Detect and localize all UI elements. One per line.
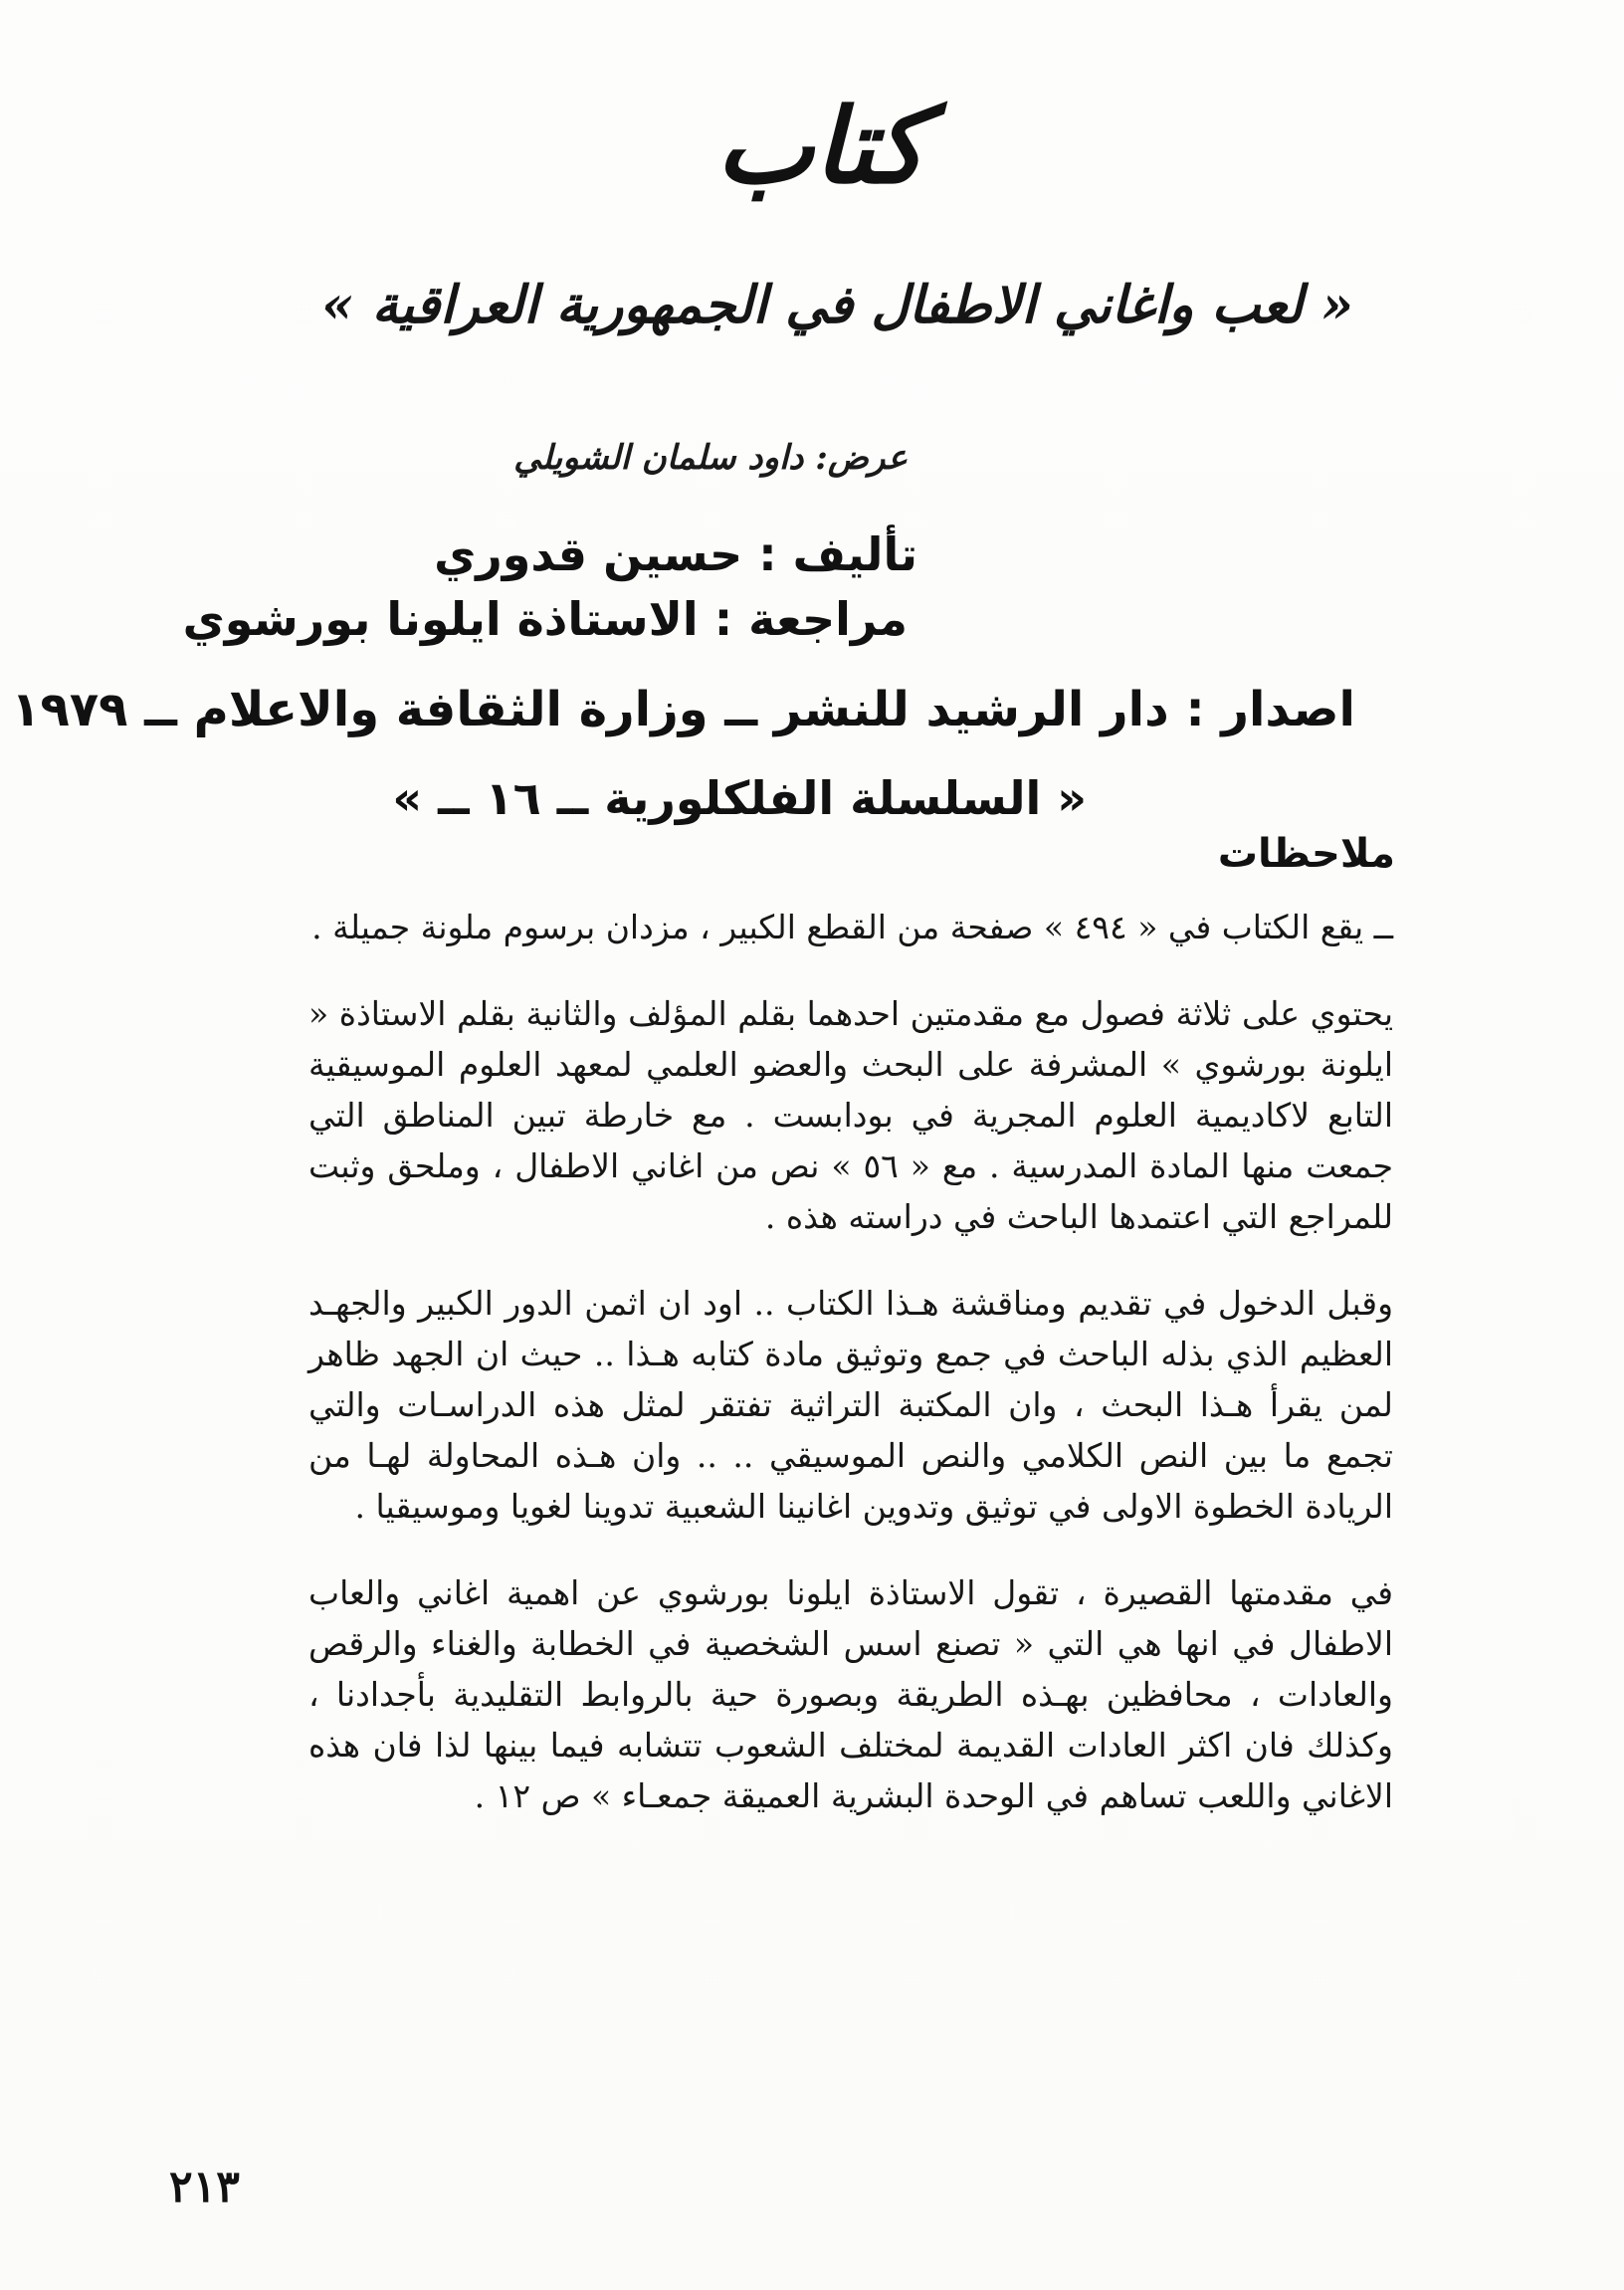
notes-heading: ملاحظات (1217, 831, 1395, 877)
paragraph: وقبل الدخول في تقديم ومناقشة هـذا الكتاب .. اود ان اثمن الدور الكبير والجهـد العظيم الذي بذله الباحث في جمع وتوثيق مادة كتابه هـذا .. حيث ان الجهد ظاهر لمن يقرأ هـذا البحث ، وان المكتبة التراثية تفتقر لمثل هذه الدراسـات والتي تجمع ما بين النص الكلامي والنص الموسيقي .. .. وان هـذه المحاولة لهـا من الريادة الخطوة الاولى في توثيق وتدوين اغانينا الشعبية تدوينا لغويا وموسيقيا . (308, 1284, 1393, 1526)
editor-line: مراجعة : الاستاذة ايلونا بورشوي (182, 592, 908, 646)
page-number: ٢١٣ (169, 2162, 240, 2212)
paragraph: ــ يقع الكتاب في « ٤٩٤ » صفحة من القطع الكبير ، مزدان برسوم ملونة جميلة . (311, 908, 1393, 946)
article-body (308, 902, 1393, 1857)
publisher-line: اصدار : دار الرشيد للنشر ــ وزارة الثقافة والاعلام ــ ١٩٧٩ (11, 682, 1355, 737)
section-heading: كتاب (715, 85, 926, 207)
paragraph: يحتوي على ثلاثة فصول مع مقدمتين احدهما بقلم المؤلف والثانية بقلم الاستاذة « ايلونة بورشوي » المشرفة على البحث والعضو العلمي لمعهد العلوم الموسيقية التابع لاكاديمية العلوم المجرية في بودابست . مع خارطة تبين المناطق التي جمعت منها المادة المدرسية . مع « ٥٦ » نص من اغاني الاطفال ، وملحق وثبت للمراجع التي اعتمدها الباحث في دراسته هذه . (308, 994, 1393, 1236)
author-line: تأليف : حسين قدوري (434, 527, 917, 581)
paragraph: في مقدمتها القصيرة ، تقول الاستاذة ايلونا بورشوي عن اهمية اغاني والعاب الاطفال في انها هي التي « تصنع اسس الشخصية في الخطابة والغناء والرقص والعادات ، محافظين بهـذه الطريقة وبصورة حية بالروابط التقليدية بأجدادنا ، وكذلك فان اكثر العادات القديمة لمختلف الشعوب تتشابه فيما بينها لذا فان هذه الاغاني واللعب تساهم في الوحدة البشرية العميقة جمعـاء » ص ١٢ . (308, 1573, 1393, 1815)
reviewer-credit: عرض: داود سلمان الشويلي (513, 438, 908, 478)
series-line: « السلسلة الفلكلورية ــ ١٦ ــ » (392, 771, 1087, 825)
book-title: « لعب واغاني الاطفال في الجمهورية العراقية » (321, 275, 1353, 335)
